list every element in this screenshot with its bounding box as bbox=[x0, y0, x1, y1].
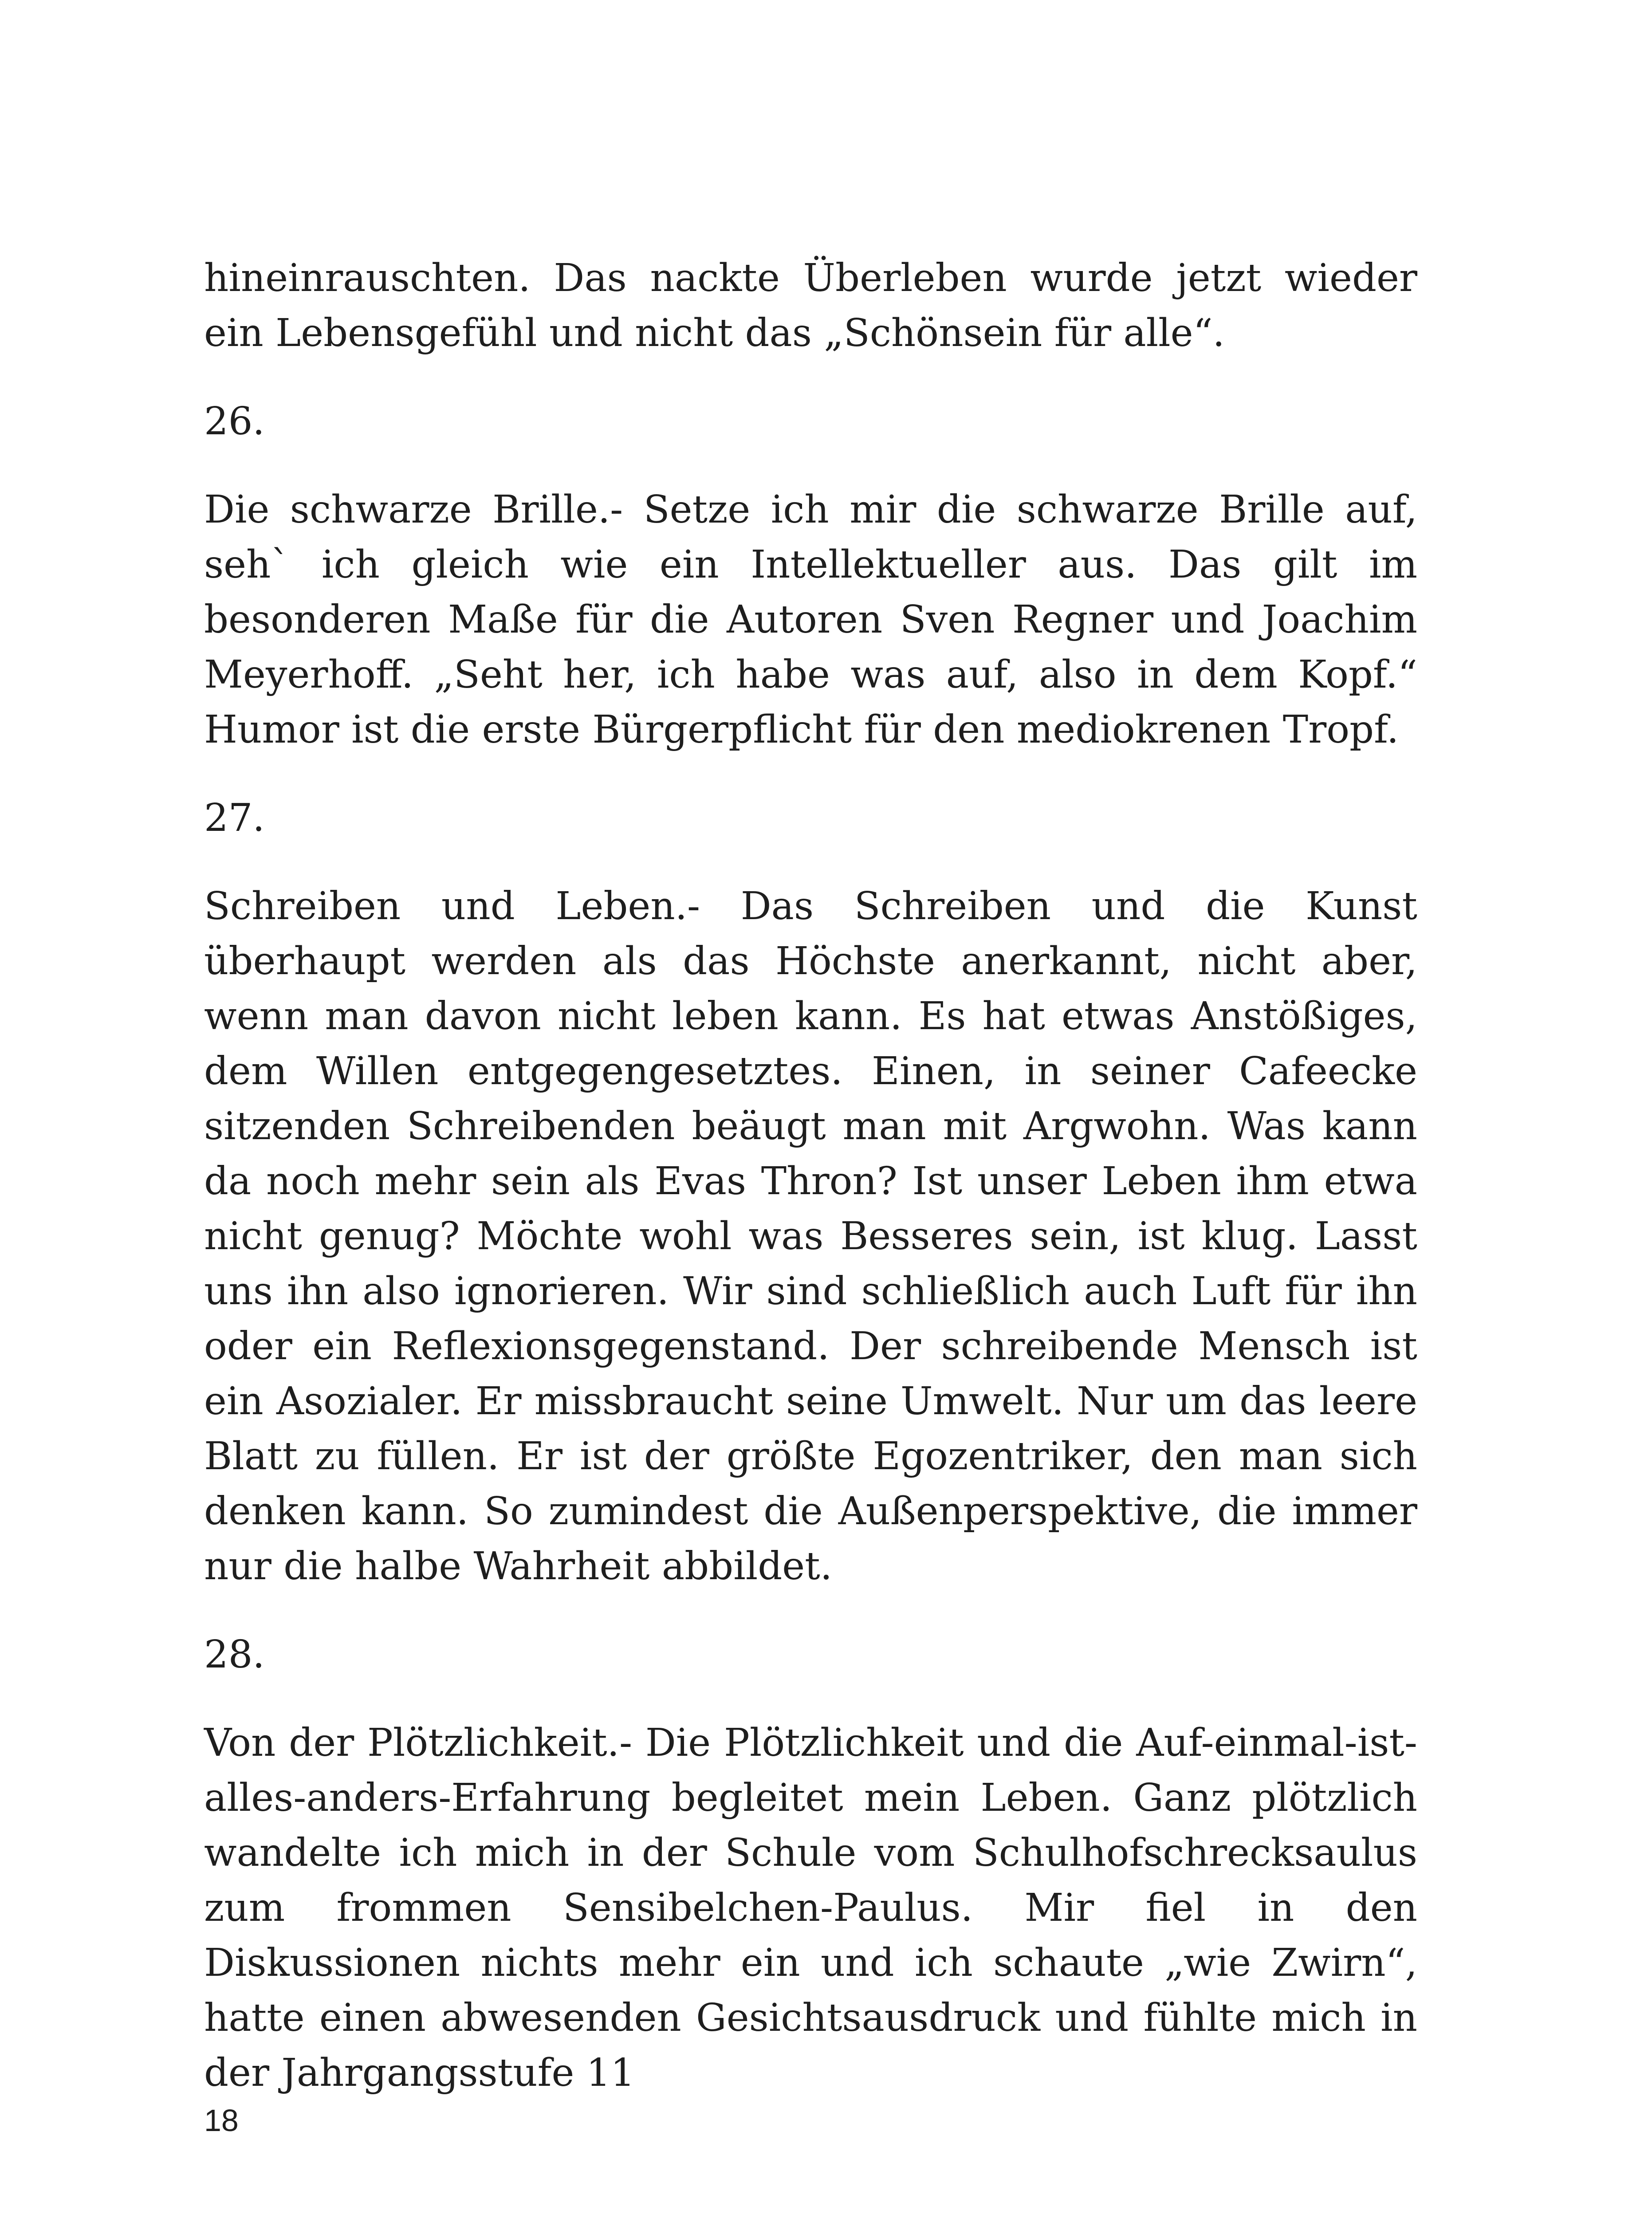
page-number: 18 bbox=[204, 2103, 239, 2138]
paragraph-schreiben-und-leben: Schreiben und Leben.- Das Schreiben und die Kunst überhaupt werden als das Höchste anerkannt, nicht aber, wenn man davon nicht leben kann. Es hat etwas Anstößiges, dem Willen entgegengesetztes. Einen, in seiner Cafeecke sitzenden Schreibenden beäugt man mit Argwohn. Was kann da noch mehr sein als Evas Thron? Ist unser Leben ihm etwa nicht genug? Möchte wohl was Besseres sein, ist klug. Lasst uns ihn also ignorieren. Wir sind schließlich auch Luft für ihn oder ein Reflexionsgegenstand. Der schreibende Mensch ist ein Asozialer. Er missbraucht seine Umwelt. Nur um das leere Blatt zu füllen. Er ist der größte Egozentriker, den man sich denken kann. So zumindest die Außenperspektive, die immer nur die halbe Wahrheit abbildet. bbox=[204, 884, 1417, 1589]
paragraph-ploetzlichkeit: Von der Plötzlichkeit.- Die Plötzlichkeit und die Auf-einmal-ist-alles-anders-Erfahrung begleitet mein Leben. Ganz plötzlich wandelte ich mich in der Schule vom Schulhofschrecksaulus zum frommen Sensibelchen-Paulus. Mir fiel in den Diskussionen nichts mehr ein und ich schaute „wie Zwirn“, hatte einen abwesenden Gesichtsausdruck und fühlte mich in der Jahrgangsstufe 11 bbox=[204, 1721, 1417, 2095]
paragraph-continuation: hineinrauschten. Das nackte Überleben wurde jetzt wieder ein Lebensgefühl und nicht das „Schönsein für alle“. bbox=[204, 256, 1417, 355]
section-number-27: 27. bbox=[204, 796, 265, 840]
body-text bbox=[204, 251, 1417, 2134]
paragraph-schwarze-brille: Die schwarze Brille.- Setze ich mir die schwarze Brille auf, seh` ich gleich wie ein Intellektueller aus. Das gilt im besonderen Maße für die Autoren Sven Regner und Joachim Meyerhoff. „Seht her, ich habe was auf, also in dem Kopf.“ Humor ist die erste Bürgerpflicht für den mediokrenen Tropf. bbox=[204, 488, 1417, 752]
section-number-26: 26. bbox=[204, 399, 265, 444]
section-number-28: 28. bbox=[204, 1632, 265, 1677]
